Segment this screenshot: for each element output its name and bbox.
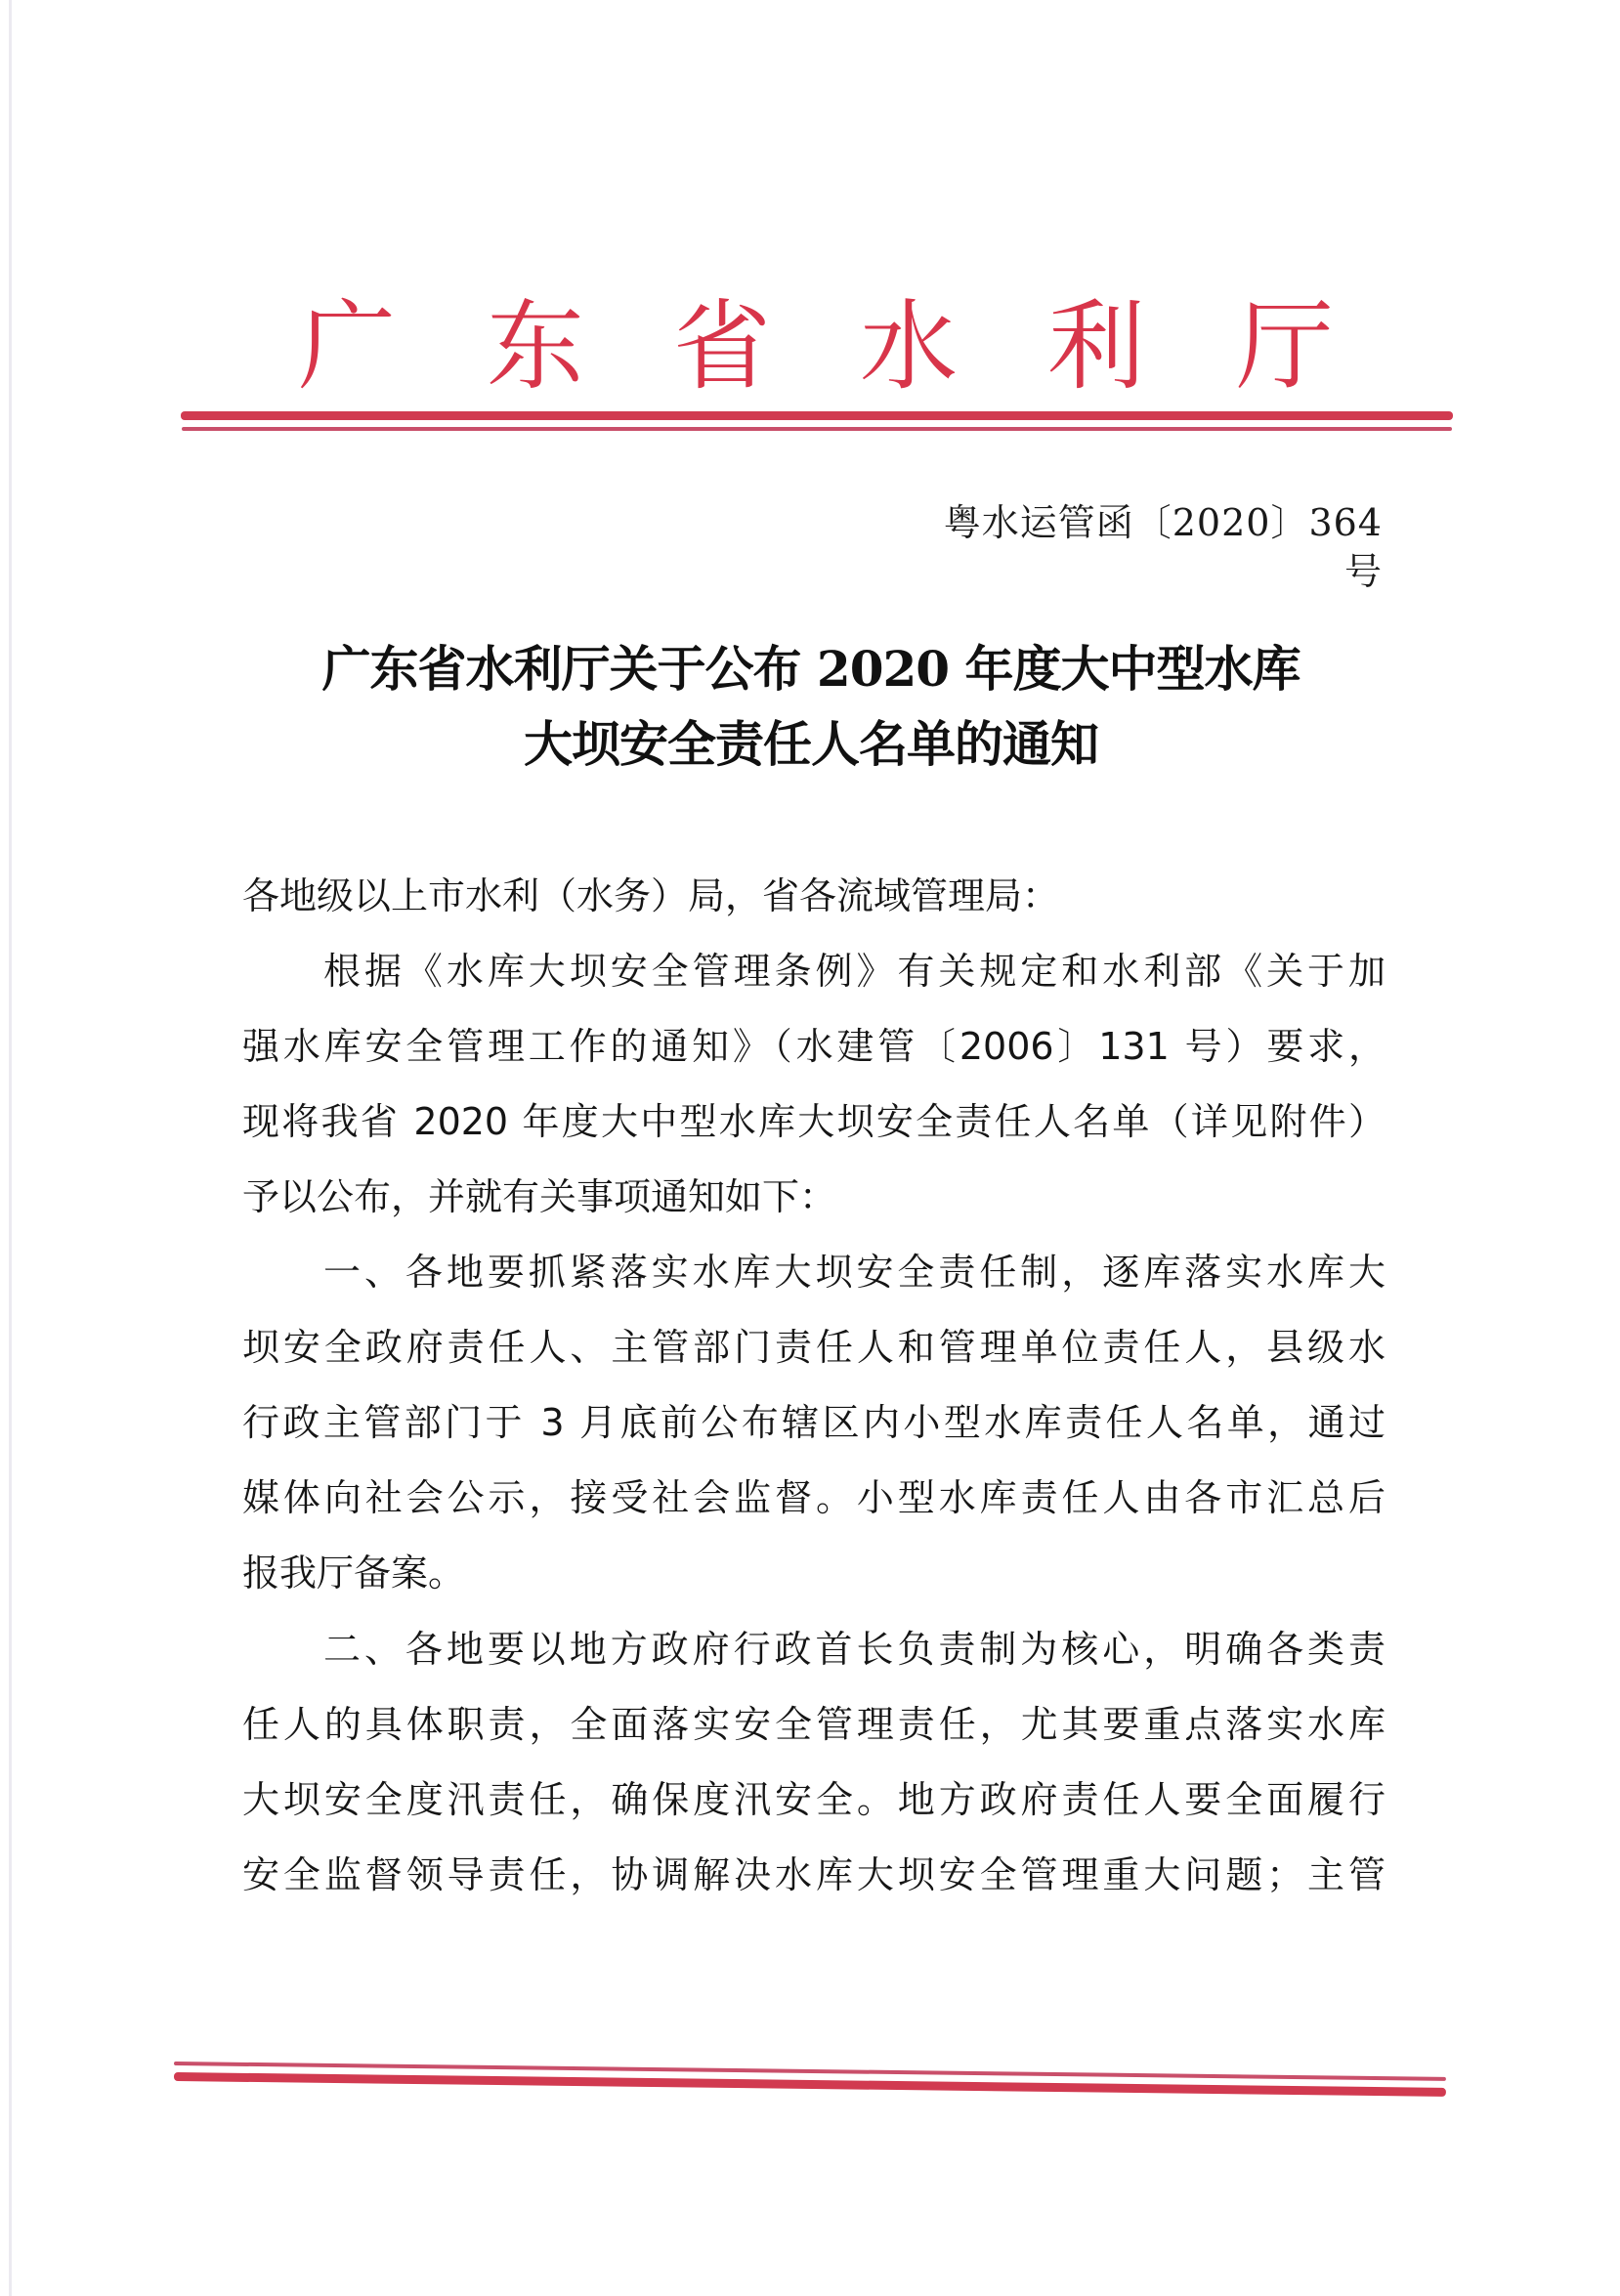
body-line: 一、各地要抓紧落实水库大坝安全责任制，逐库落实水库大 <box>323 1251 1386 1294</box>
salutation: 各地级以上市水利（水务）局，省各流域管理局： <box>242 874 1060 917</box>
masthead-rule-thick <box>181 411 1453 420</box>
body-line: 报我厅备案。 <box>242 1552 466 1594</box>
document-title-line-1: 广东省水利厅关于公布 2020 年度大中型水库 <box>321 640 1300 698</box>
document-title-line-2: 大坝安全责任人名单的通知 <box>524 715 1098 773</box>
masthead-char: 厅 <box>1236 289 1334 404</box>
body-line: 二、各地要以地方政府行政首长负责制为核心，明确各类责 <box>323 1628 1386 1671</box>
masthead-rule-thin <box>182 427 1452 431</box>
masthead-char: 省 <box>673 289 771 404</box>
document-number: 粤水运管函〔2020〕364 号 <box>943 501 1383 593</box>
body-line: 媒体向社会公示，接受社会监督。小型水库责任人由各市汇总后 <box>242 1476 1386 1519</box>
body-line: 坝安全政府责任人、主管部门责任人和管理单位责任人，县级水 <box>242 1326 1386 1369</box>
masthead <box>0 289 1620 404</box>
body-line: 行政主管部门于 3 月底前公布辖区内小型水库责任人名单，通过 <box>242 1401 1386 1444</box>
body-line: 根据《水库大坝安全管理条例》有关规定和水利部《关于加 <box>323 950 1386 993</box>
body-line: 安全监督领导责任，协调解决水库大坝安全管理重大问题；主管 <box>242 1853 1386 1896</box>
body-line: 强水库安全管理工作的通知》（水建管〔2006〕131 号）要求， <box>242 1025 1386 1068</box>
body-line: 大坝安全度汛责任，确保度汛安全。地方政府责任人要全面履行 <box>242 1778 1386 1821</box>
body-line: 现将我省 2020 年度大中型水库大坝安全责任人名单（详见附件） <box>242 1100 1386 1143</box>
body-line: 任人的具体职责，全面落实安全管理责任，尤其要重点落实水库 <box>242 1703 1386 1746</box>
masthead-char: 利 <box>1047 289 1145 404</box>
masthead-char: 水 <box>860 289 958 404</box>
body-line: 予以公布，并就有关事项通知如下： <box>242 1175 837 1218</box>
masthead-char: 广 <box>298 289 396 404</box>
masthead-char: 东 <box>487 289 584 404</box>
